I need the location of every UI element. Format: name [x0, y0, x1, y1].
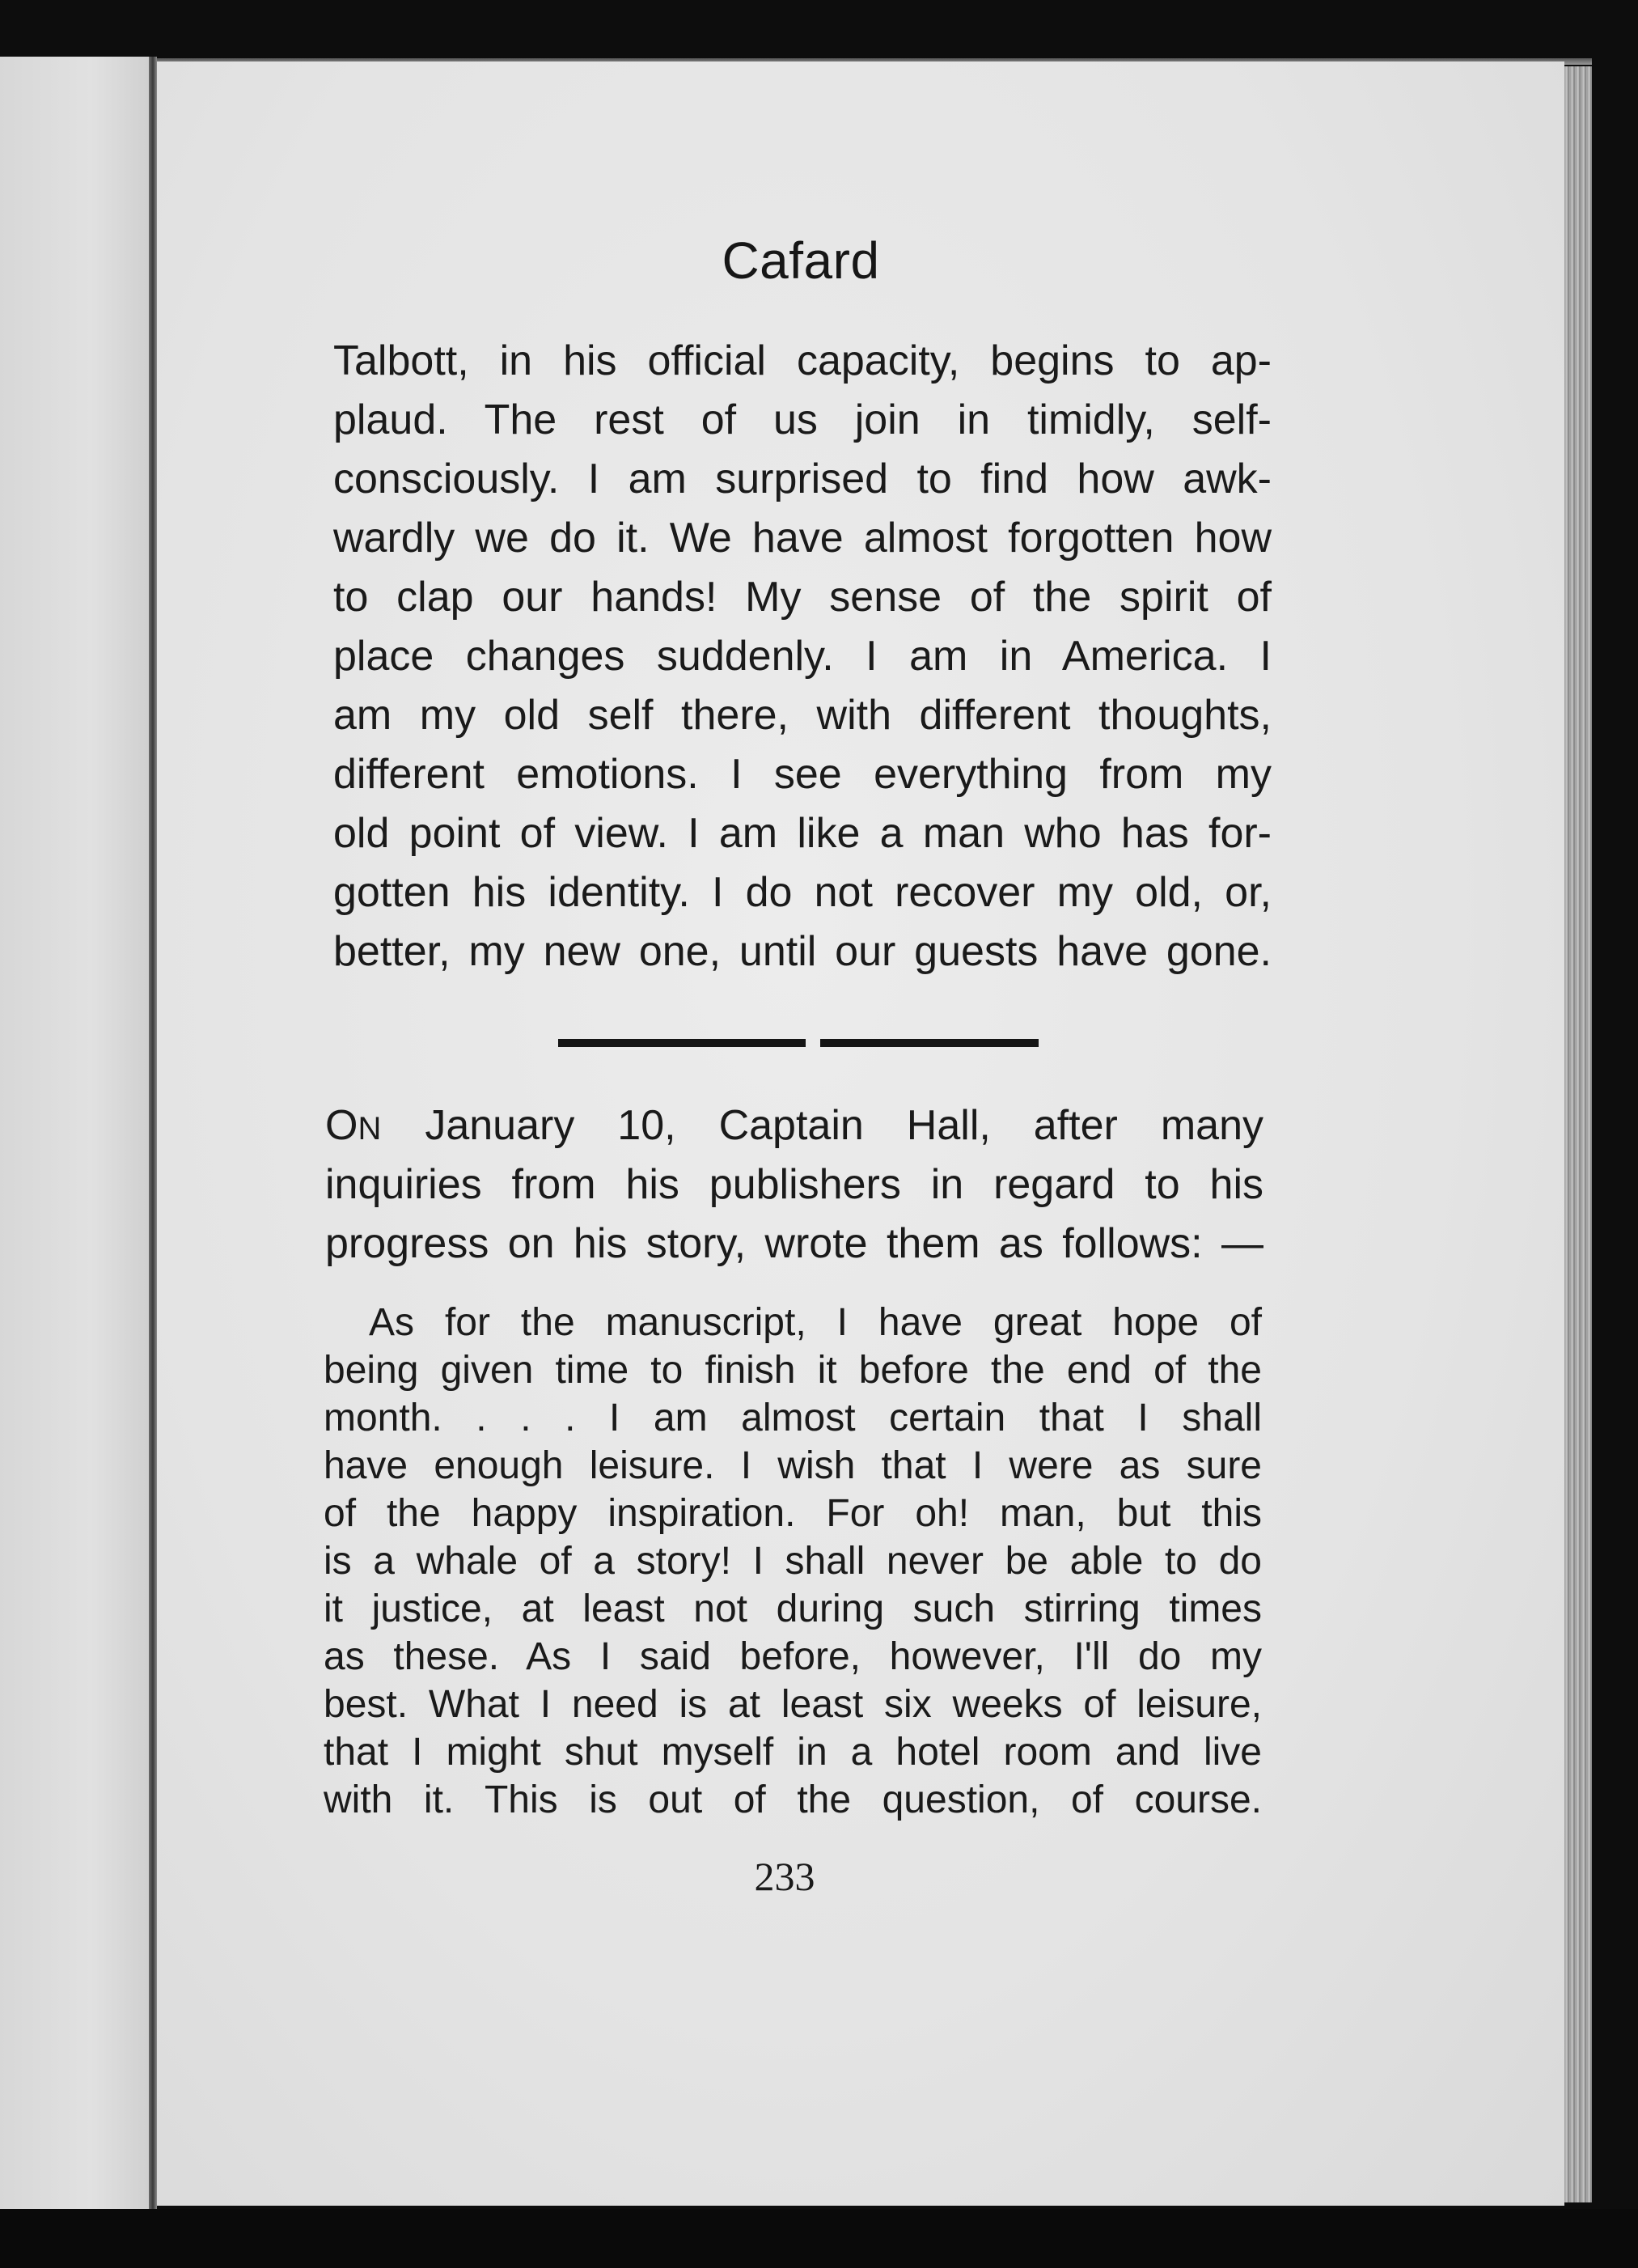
text-line: consciously. I am surprised to find how awk- — [333, 456, 1272, 502]
quote-line: have enough leisure. I wish that I were as sure — [324, 1444, 1262, 1487]
quote-line: best. What I need is at least six weeks of leisure, — [324, 1683, 1262, 1726]
text-line-opening — [325, 1096, 1263, 1155]
quote-line: is a whale of a story! I shall never be able to do — [324, 1540, 1262, 1583]
text-line: progress on his story, wrote them as follows: — — [325, 1220, 1263, 1267]
quote-line: it justice, at least not during such stirring times — [324, 1588, 1262, 1630]
quote-line: As for the manuscript, I have great hope of — [369, 1301, 1262, 1344]
quote-line: being given time to finish it before the end of the — [324, 1349, 1262, 1392]
text-line: wardly we do it. We have almost forgotten how — [333, 515, 1272, 562]
small-caps: N — [358, 1111, 383, 1147]
text-line: inquiries from his publishers in regard to his — [325, 1161, 1263, 1208]
scan-bottom-border — [0, 2209, 1638, 2268]
page-stack-edges — [1564, 66, 1592, 2202]
text-line: old point of view. I am like a man who has for- — [333, 810, 1272, 857]
drop-initial: O — [325, 1102, 358, 1149]
page-number: 233 — [754, 1854, 815, 1899]
text-line: to clap our hands! My sense of the spirit of — [333, 574, 1272, 621]
quote-line: with it. This is out of the question, of course. — [324, 1778, 1262, 1821]
book-gutter — [149, 57, 157, 2209]
block-quotation — [324, 1299, 1262, 1824]
paragraph-2 — [325, 1096, 1263, 1274]
quote-line: month. . . . I am almost certain that I shall — [324, 1397, 1262, 1439]
running-head: Cafard — [722, 231, 880, 290]
paragraph-1 — [333, 332, 1272, 981]
text-line: place changes suddenly. I am in America. I — [333, 633, 1272, 680]
text-line: am my old self there, with different thoughts, — [333, 692, 1272, 739]
text-line: plaud. The rest of us join in timidly, self- — [333, 396, 1272, 443]
section-divider-right — [820, 1039, 1039, 1047]
section-divider-left — [558, 1039, 806, 1047]
opening-line-text: January 10, Captain Hall, after many — [382, 1102, 1263, 1149]
text-line: Talbott, in his official capacity, begins to ap- — [333, 337, 1272, 384]
text-line: better, my new one, until our guests have gone. — [333, 928, 1272, 975]
quote-line: that I might shut myself in a hotel room and live — [324, 1731, 1262, 1774]
quote-line: of the happy inspiration. For oh! man, but this — [324, 1492, 1262, 1535]
text-line: gotten his identity. I do not recover my old, or, — [333, 869, 1272, 916]
text-line: different emotions. I see everything from my — [333, 751, 1272, 798]
facing-page-edge — [0, 57, 152, 2209]
quote-line: as these. As I said before, however, I'll do my — [324, 1635, 1262, 1678]
